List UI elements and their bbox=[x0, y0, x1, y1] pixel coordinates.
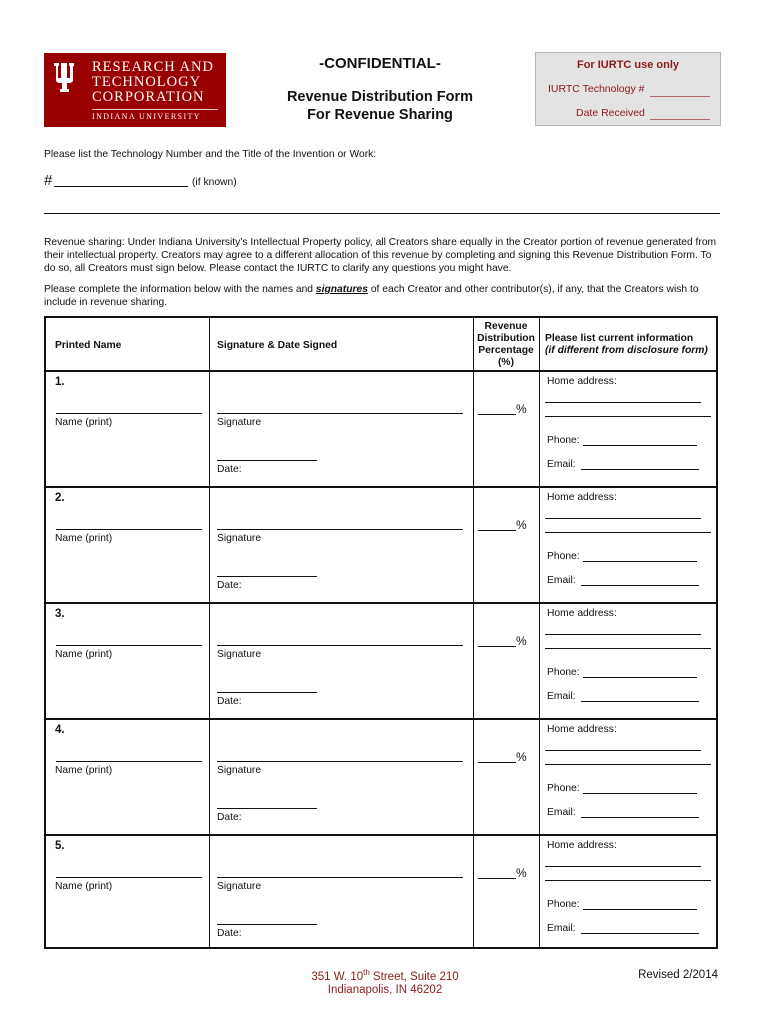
header-percentage-line: (%) bbox=[497, 357, 514, 368]
email-label: Email: bbox=[547, 459, 576, 470]
header-percentage-line: Percentage bbox=[478, 345, 534, 356]
date-label: Date: bbox=[217, 928, 242, 939]
percent-sign: % bbox=[516, 518, 527, 532]
home-address-field-2[interactable] bbox=[545, 532, 711, 533]
row-number: 1. bbox=[55, 376, 65, 388]
if-known-note: (if known) bbox=[192, 177, 237, 188]
date-label: Date: bbox=[217, 580, 242, 591]
home-address-field-1[interactable] bbox=[545, 866, 701, 867]
instructions-text-a: Please complete the information below with the names and bbox=[44, 284, 316, 295]
phone-field[interactable] bbox=[583, 677, 697, 678]
home-address-field-2[interactable] bbox=[545, 764, 711, 765]
logo-line-4: INDIANA UNIVERSITY bbox=[92, 112, 201, 121]
instructions-paragraph bbox=[44, 283, 722, 309]
logo-line-3: CORPORATION bbox=[92, 89, 205, 105]
home-address-field-2[interactable] bbox=[545, 416, 711, 417]
phone-field[interactable] bbox=[583, 445, 697, 446]
instructions-text-b: of each Creator and other contributor(s), if any, that the Creators wish to include in revenue sharing. bbox=[44, 284, 699, 308]
col-divider bbox=[209, 318, 210, 947]
footer-street-sup: th bbox=[363, 968, 370, 977]
email-label: Email: bbox=[547, 691, 576, 702]
row-divider bbox=[46, 834, 716, 836]
phone-label: Phone: bbox=[547, 435, 580, 446]
footer-street-b: Street, Suite 210 bbox=[369, 970, 459, 983]
footer-city: Indianapolis, IN 46202 bbox=[327, 984, 443, 996]
date-label: Date: bbox=[217, 464, 242, 475]
home-address-label: Home address: bbox=[547, 608, 617, 619]
email-label: Email: bbox=[547, 575, 576, 586]
home-address-label: Home address: bbox=[547, 724, 617, 735]
header-percentage bbox=[473, 321, 539, 369]
creators-table bbox=[44, 316, 718, 949]
signature-label: Signature bbox=[217, 881, 262, 892]
name-print-label: Name (print) bbox=[55, 881, 113, 892]
invention-title-field[interactable] bbox=[44, 213, 720, 214]
header-current-info: Please list current information bbox=[545, 333, 694, 344]
signature-field[interactable] bbox=[217, 761, 463, 762]
email-field[interactable] bbox=[581, 585, 699, 586]
logo-divider bbox=[92, 109, 218, 110]
printed-name-field[interactable] bbox=[56, 645, 202, 646]
iurtc-logo bbox=[44, 53, 226, 127]
signature-label: Signature bbox=[217, 765, 262, 776]
row-number: 5. bbox=[55, 840, 65, 852]
percentage-field[interactable] bbox=[478, 646, 516, 647]
footer-street-a: 351 W. 10 bbox=[311, 970, 364, 983]
home-address-field-2[interactable] bbox=[545, 880, 711, 881]
phone-label: Phone: bbox=[547, 551, 580, 562]
header-signature-date: Signature & Date Signed bbox=[217, 340, 338, 351]
signature-field[interactable] bbox=[217, 877, 463, 878]
home-address-field-1[interactable] bbox=[545, 402, 701, 403]
revenue-sharing-paragraph: Revenue sharing: Under Indiana University’s Intellectual Property policy, all Creators share equally in the Creator portion of revenue generated from their intellectual property. Creators may agree to a different allocation of this revenue by completing and signing this Revenue Distribution Form. To do so, all Creators must sign below. Please contact the IURTC to clarify any questions you might have. bbox=[44, 237, 717, 274]
logo-line-1: RESEARCH AND bbox=[92, 59, 214, 75]
phone-label: Phone: bbox=[547, 899, 580, 910]
signature-field[interactable] bbox=[217, 645, 463, 646]
percent-sign: % bbox=[516, 866, 527, 880]
percent-sign: % bbox=[516, 402, 527, 416]
phone-field[interactable] bbox=[583, 793, 697, 794]
percent-sign: % bbox=[516, 634, 527, 648]
date-field[interactable] bbox=[217, 460, 317, 461]
header-disclosure-note: (if different from disclosure form) bbox=[545, 345, 708, 356]
confidential-heading: -CONFIDENTIAL- bbox=[319, 55, 441, 72]
percent-sign: % bbox=[516, 750, 527, 764]
signature-label: Signature bbox=[217, 649, 262, 660]
header-printed-name: Printed Name bbox=[55, 340, 122, 351]
date-field[interactable] bbox=[217, 924, 317, 925]
row-divider bbox=[46, 370, 716, 372]
hash-symbol: # bbox=[44, 172, 53, 189]
date-received-label: Date Received bbox=[576, 107, 645, 119]
percentage-field[interactable] bbox=[478, 530, 516, 531]
phone-label: Phone: bbox=[547, 783, 580, 794]
home-address-field-1[interactable] bbox=[545, 634, 701, 635]
email-field[interactable] bbox=[581, 469, 699, 470]
name-print-label: Name (print) bbox=[55, 417, 113, 428]
technology-number-field[interactable] bbox=[54, 186, 188, 187]
signatures-emphasis: signatures bbox=[315, 284, 368, 295]
header-percentage-line: Distribution bbox=[477, 333, 535, 344]
date-received-field[interactable] bbox=[650, 119, 710, 120]
email-label: Email: bbox=[547, 807, 576, 818]
header-percentage-line: Revenue bbox=[484, 321, 528, 332]
row-number: 4. bbox=[55, 724, 65, 736]
home-address-label: Home address: bbox=[547, 376, 617, 387]
home-address-field-2[interactable] bbox=[545, 648, 711, 649]
email-field[interactable] bbox=[581, 701, 699, 702]
printed-name-field[interactable] bbox=[56, 529, 202, 530]
row-divider bbox=[46, 602, 716, 604]
signature-label: Signature bbox=[217, 533, 262, 544]
signature-field[interactable] bbox=[217, 413, 463, 414]
iurtc-technology-label: IURTC Technology # bbox=[548, 83, 645, 95]
date-field[interactable] bbox=[217, 692, 317, 693]
iu-trident-icon bbox=[52, 59, 76, 95]
col-divider bbox=[473, 318, 474, 947]
percentage-field[interactable] bbox=[478, 878, 516, 879]
phone-field[interactable] bbox=[583, 561, 697, 562]
name-print-label: Name (print) bbox=[55, 765, 113, 776]
name-print-label: Name (print) bbox=[55, 533, 113, 544]
date-label: Date: bbox=[217, 696, 242, 707]
phone-label: Phone: bbox=[547, 667, 580, 678]
col-divider bbox=[539, 318, 540, 947]
home-address-label: Home address: bbox=[547, 840, 617, 851]
form-title-line-1: Revenue Distribution Form bbox=[286, 89, 474, 105]
email-label: Email: bbox=[547, 923, 576, 934]
iurtc-use-only-box bbox=[535, 52, 721, 126]
home-address-field-1[interactable] bbox=[545, 518, 701, 519]
row-divider bbox=[46, 486, 716, 488]
logo-line-2: TECHNOLOGY bbox=[92, 74, 202, 90]
signature-field[interactable] bbox=[217, 529, 463, 530]
printed-name-field[interactable] bbox=[56, 413, 202, 414]
date-field[interactable] bbox=[217, 808, 317, 809]
use-only-heading: For IURTC use only bbox=[576, 59, 680, 71]
date-label: Date: bbox=[217, 812, 242, 823]
home-address-field-1[interactable] bbox=[545, 750, 701, 751]
percentage-field[interactable] bbox=[478, 414, 516, 415]
printed-name-field[interactable] bbox=[56, 761, 202, 762]
iurtc-technology-field[interactable] bbox=[650, 96, 710, 97]
row-number: 3. bbox=[55, 608, 65, 620]
email-field[interactable] bbox=[581, 933, 699, 934]
signature-label: Signature bbox=[217, 417, 262, 428]
technology-prompt: Please list the Technology Number and the Title of the Invention or Work: bbox=[44, 149, 377, 160]
email-field[interactable] bbox=[581, 817, 699, 818]
printed-name-field[interactable] bbox=[56, 877, 202, 878]
phone-field[interactable] bbox=[583, 909, 697, 910]
percentage-field[interactable] bbox=[478, 762, 516, 763]
form-title-line-2: For Revenue Sharing bbox=[307, 107, 453, 123]
row-number: 2. bbox=[55, 492, 65, 504]
revision-date: Revised 2/2014 bbox=[638, 969, 718, 981]
row-divider bbox=[46, 718, 716, 720]
home-address-label: Home address: bbox=[547, 492, 617, 503]
name-print-label: Name (print) bbox=[55, 649, 113, 660]
footer-street bbox=[250, 968, 520, 983]
date-field[interactable] bbox=[217, 576, 317, 577]
